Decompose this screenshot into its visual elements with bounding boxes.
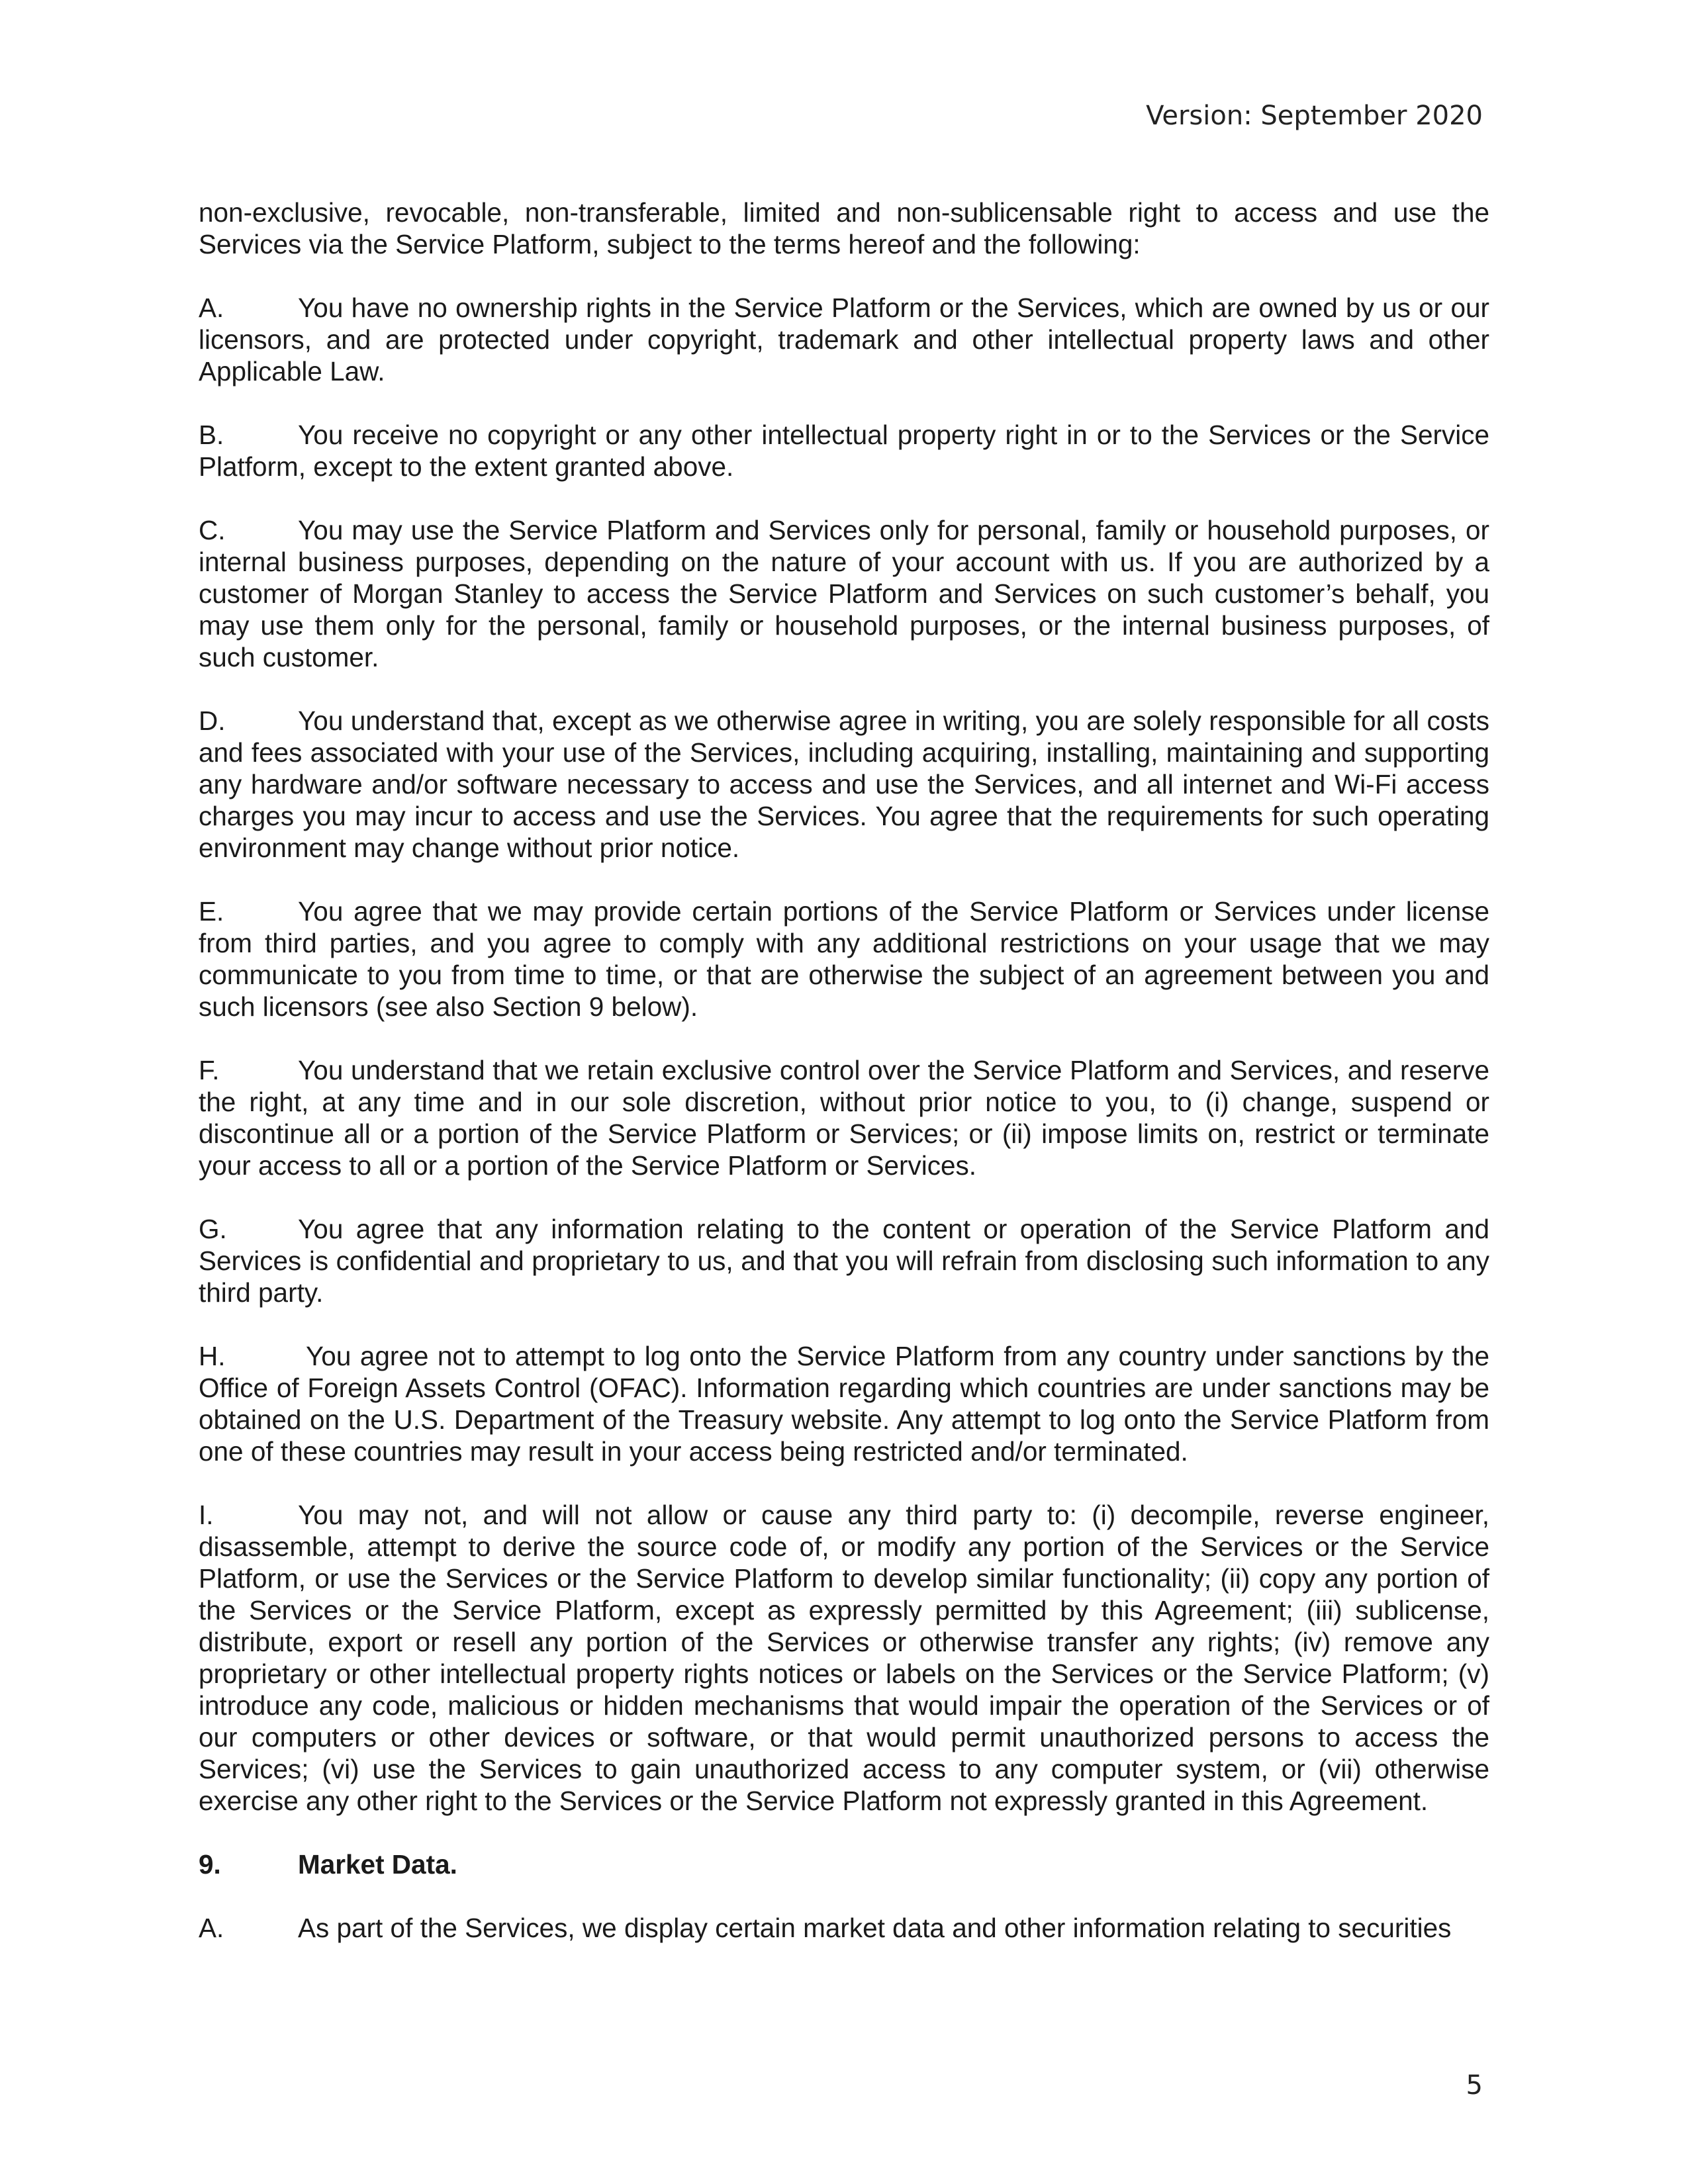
clause-text: You agree that we may provide certain portions of the Service Platform or Services under license from third parties, and you agree to comply with any additional restrictions on your usage that we may communicate to you from time to time, or that are otherwise the subject of an agreement between you and such licensors (see also Section 9 below). <box>199 896 1489 1022</box>
intro-paragraph: non-exclusive, revocable, non-transferable, limited and non-sublicensable right to access and use the Services via the Service Platform, subject to the terms hereof and the following: <box>199 197 1489 259</box>
clause-b <box>199 419 1489 482</box>
clause-text: You may use the Service Platform and Services only for personal, family or household purposes, or internal business purposes, depending on the nature of your account with us. If you are authorized by a customer of Morgan Stanley to access the Service Platform and Services on such customer’s behalf, you may use them only for the personal, family or household purposes, or the internal business purposes, of such customer. <box>199 515 1489 672</box>
clause-letter: E. <box>199 896 224 927</box>
clause-text: You understand that, except as we otherwise agree in writing, you are solely responsible for all costs and fees associated with your use of the Services, including acquiring, installing, maintaining and supporting any hardware and/or software necessary to access and use the Services, and all internet and Wi-Fi access charges you may incur to access and use the Services. You agree that the requirements for such operating environment may change without prior notice. <box>199 705 1489 863</box>
clause-text: You receive no copyright or any other intellectual property right in or to the Services or the Service Platform, except to the extent granted above. <box>199 420 1489 482</box>
clause-letter: D. <box>199 705 226 736</box>
clause-letter: A. <box>199 1913 224 1943</box>
clause-letter: A. <box>199 293 224 323</box>
clause-letter: C. <box>199 515 226 545</box>
version-header: Version: September 2020 <box>1146 101 1483 131</box>
section-title: Market Data. <box>298 1849 457 1880</box>
document-body <box>199 197 1489 1976</box>
section-heading <box>199 1848 1489 1880</box>
clause-g <box>199 1213 1489 1308</box>
clause-c <box>199 514 1489 673</box>
clause-letter: B. <box>199 420 224 450</box>
clause-text: As part of the Services, we display certain market data and other information relating to securities <box>298 1913 1452 1943</box>
clause-h <box>199 1340 1489 1467</box>
clause-letter: H. <box>199 1341 226 1371</box>
section-9-clause-a <box>199 1912 1489 1944</box>
clause-text: You understand that we retain exclusive control over the Service Platform and Services, and reserve the right, at any time and in our sole discretion, without prior notice to you, to (i) change, suspend or discontinue all or a portion of the Service Platform or Services; or (ii) impose limits on, restrict or terminate your access to all or a portion of the Service Platform or Services. <box>199 1055 1489 1181</box>
page-number: 5 <box>1466 2070 1483 2101</box>
clause-d <box>199 705 1489 864</box>
clause-text: You may not, and will not allow or cause any third party to: (i) decompile, reverse engineer, disassemble, attempt to derive the source code of, or modify any portion of the Services or the Service Platform, or use the Services or the Service Platform to develop similar functionality; (ii) copy any portion of the Services or the Service Platform, except as expressly permitted by this Agreement; (iii) sublicense, distribute, export or resell any portion of the Services or otherwise transfer any rights; (iv) remove any proprietary or other intellectual property rights notices or labels on the Services or the Service Platform; (v) introduce any code, malicious or hidden mechanisms that would impair the operation of the Services or of our computers or other devices or software, or that would permit unauthorized persons to access the Services; (vi) use the Services to gain unauthorized access to any computer system, or (vii) otherwise exercise any other right to the Services or the Service Platform not expressly granted in this Agreement. <box>199 1500 1489 1816</box>
clause-i <box>199 1499 1489 1817</box>
clause-letter: F. <box>199 1055 220 1085</box>
section-number: 9. <box>199 1849 221 1880</box>
clause-a <box>199 292 1489 387</box>
clause-text: You agree that any information relating to the content or operation of the Service Platform and Services is confidential and proprietary to us, and that you will refrain from disclosing such information to any third party. <box>199 1214 1489 1308</box>
clause-letter: G. <box>199 1214 227 1244</box>
clause-text: You have no ownership rights in the Service Platform or the Services, which are owned by us or our licensors, and are protected under copyright, trademark and other intellectual property laws and other Applicable Law. <box>199 293 1489 387</box>
clause-f <box>199 1054 1489 1181</box>
clause-e <box>199 895 1489 1023</box>
clause-letter: I. <box>199 1500 214 1530</box>
clause-text: You agree not to attempt to log onto the Service Platform from any country under sanctions by the Office of Foreign Assets Control (OFAC). Information regarding which countries are under sanctions may be obtained on the U.S. Department of the Treasury website. Any attempt to log onto the Service Platform from one of these countries may result in your access being restricted and/or terminated. <box>199 1341 1489 1467</box>
